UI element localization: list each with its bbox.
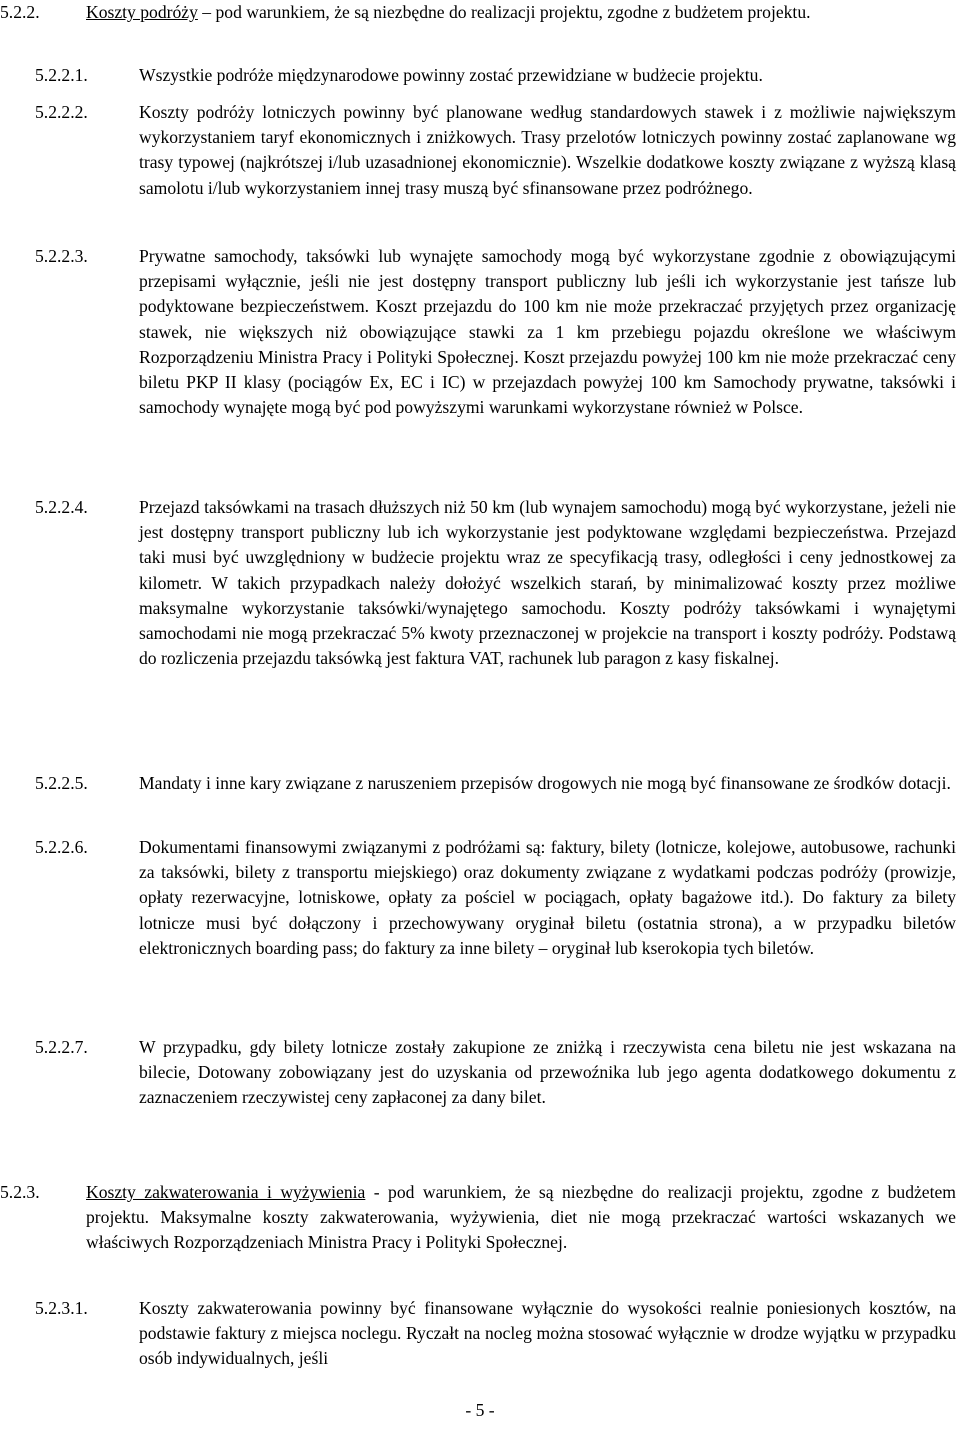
section-text: W przypadku, gdy bilety lotnicze zostały zakupione ze zniżką i rzeczywista cena biletu nie jest wskazana na bilecie, Dotowany zobowiązany jest do uzyskania od przewoźnika lub jego agenta dodatkowego dokumentu z zaznaczeniem rzeczywistej ceny zapłaconej za dany bilet.: [139, 1037, 956, 1108]
section-number: 5.2.2.2.: [35, 102, 88, 122]
section-text: Przejazd taksówkami na trasach dłuższych niż 50 km (lub wynajem samochodu) mogą być wykorzystane, jeżeli nie jest dostępny transport publiczny lub ich wykorzystanie jest podyktowane względami bezpieczeństwa. Przejazd taki musi być uwzględniony w budżecie projektu wraz ze specyfikacją trasy, odległości i ceny jednostkowej za kilometr. W takich przypadkach należy dołożyć wszelkich starań, by minimalizować koszty przez możliwe maksymalne wykorzystanie taksówki/wynajętego samochodu. Koszty podróży taksówkami i wynajętymi samochodami nie mogą przekraczać 5% kwoty przeznaczonej w projekcie na transport i koszty podróży. Podstawą do rozliczenia przejazdu taksówką jest faktura VAT, rachunek lub paragon z kasy fiskalnej.: [139, 497, 956, 669]
section-5-2-2-2: [0, 100, 960, 201]
section-body: [86, 1180, 956, 1256]
section-title: Koszty zakwaterowania i wyżywienia: [86, 1182, 366, 1202]
section-body: [86, 0, 956, 25]
section-number: 5.2.2.3.: [35, 246, 88, 266]
section-number: 5.2.3.: [0, 1182, 40, 1202]
section-number: 5.2.2.6.: [35, 837, 88, 857]
section-text: – pod warunkiem, że są niezbędne do realizacji projektu, zgodne z budżetem projektu.: [197, 2, 811, 22]
section-5-2-3-1: [0, 1296, 960, 1372]
section-5-2-2-5: [0, 771, 960, 796]
section-number: 5.2.2.5.: [35, 773, 88, 793]
section-5-2-2: [0, 0, 960, 25]
section-number: 5.2.2.7.: [35, 1037, 88, 1057]
section-5-2-3: [0, 1180, 960, 1256]
section-text: Koszty podróży lotniczych powinny być planowane według standardowych stawek i z możliwie największym wykorzystaniem taryf ekonomicznych i zniżkowych. Trasy przelotów lotniczych powinny zostać zaplanowane wg trasy typowej (najkrótszej i/lub uzasadnionej ekonomicznie). Wszelkie dodatkowe koszty związane z wyższą klasą samolotu i/lub wykorzystaniem innej trasy muszą być sfinansowane przez podróżnego.: [139, 102, 956, 198]
section-text: Mandaty i inne kary związane z naruszeniem przepisów drogowych nie mogą być finansowane ze środków dotacji.: [139, 773, 951, 793]
section-5-2-2-6: [0, 835, 960, 961]
section-text: Wszystkie podróże międzynarodowe powinny zostać przewidziane w budżecie projektu.: [139, 65, 763, 85]
section-5-2-2-3: [0, 244, 960, 420]
section-text: Koszty zakwaterowania powinny być finansowane wyłącznie do wysokości realnie poniesionych kosztów, na podstawie faktury z miejsca noclegu. Ryczałt na nocleg można stosować wyłącznie w drodze wyjątku w przypadku osób indywidualnych, jeśli: [139, 1298, 956, 1369]
section-text: Dokumentami finansowymi związanymi z podróżami są: faktury, bilety (lotnicze, kolejowe, autobusowe, rachunki za taksówki, bilety z transportu miejskiego) oraz dokumenty związane z wydatkami podczas podróży (prowizje, opłaty rezerwacyjne, lotniskowe, opłaty za pościel w pociągach, opłaty bagażowe itd.). Do faktury za bilety lotnicze musi być dołączony i przechowywany oryginał biletu (ostatnia strona), a w przypadku biletów elektronicznych boarding pass; do faktury za inne bilety – oryginał lub kserokopia tych biletów.: [139, 837, 956, 958]
section-5-2-2-7: [0, 1035, 960, 1111]
page-number: - 5 -: [465, 1400, 495, 1420]
section-5-2-2-4: [0, 495, 960, 671]
section-text: - pod warunkiem, że są niezbędne do realizacji projektu, zgodne z budżetem projektu. Maksymalne koszty zakwaterowania, wyżywienia, diet nie mogą przekraczać wartości wskazanych we właściwych Rozporządzeniach Ministra Pracy i Polityki Społecznej.: [86, 1182, 956, 1253]
section-number: 5.2.2.1.: [35, 65, 88, 85]
section-title: Koszty podróży: [86, 2, 198, 22]
section-text: Prywatne samochody, taksówki lub wynajęte samochody mogą być wykorzystane zgodnie z obowiązującymi przepisami wyłącznie, jeśli nie jest dostępny transport publiczny lub jeśli ich wykorzystanie jest tańsze lub podyktowane bezpieczeństwem. Koszt przejazdu do 100 km nie może przekraczać przyjętych przez organizację stawek, nie większych niż obowiązujące stawki za 1 km przebiegu pojazdu określone we właściwym Rozporządzeniu Ministra Pracy i Polityki Społecznej. Koszt przejazdu powyżej 100 km nie może przekraczać ceny biletu PKP II klasy (pociągów Ex, EC i IC) w przejazdach powyżej 100 km Samochody prywatne, taksówki i samochody wynajęte mogą być pod powyższymi warunkami wykorzystane również w Polsce.: [139, 246, 956, 418]
section-number: 5.2.2.4.: [35, 497, 88, 517]
section-5-2-2-1: [0, 63, 960, 88]
section-number: 5.2.3.1.: [35, 1298, 88, 1318]
section-number: 5.2.2.: [0, 2, 40, 22]
